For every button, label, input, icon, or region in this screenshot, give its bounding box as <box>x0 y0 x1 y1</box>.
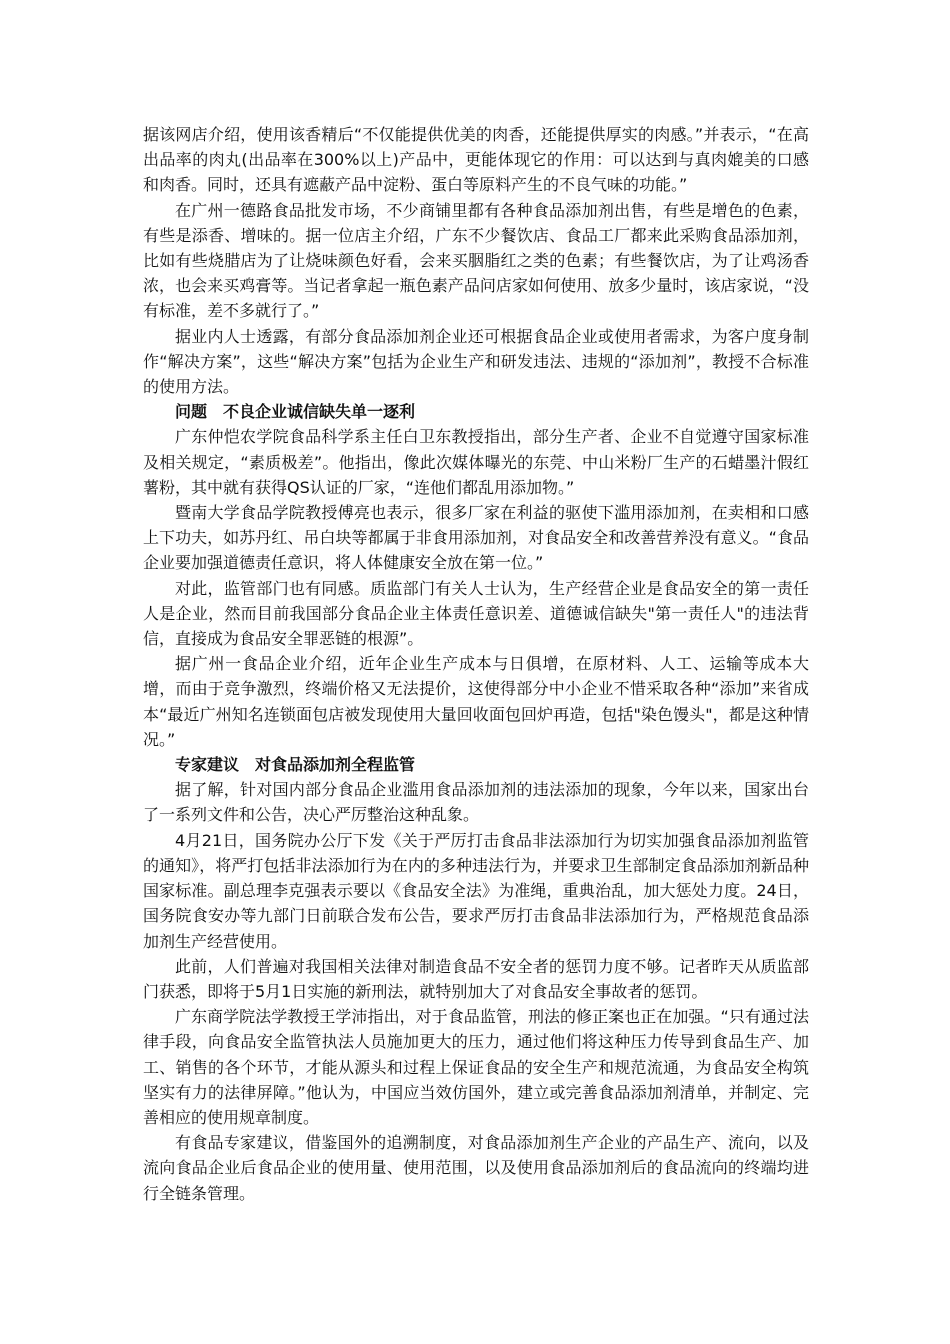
section-heading-problem: 问题 不良企业诚信缺失单一逐利 <box>175 402 416 422</box>
document-page <box>143 122 809 1206</box>
paragraph-policy: 据了解，针对国内部分食品企业滥用食品添加剂的违法添加的现象，今年以来，国家出台了一系列文件和公告，决心严厉整治这种乱象。 <box>143 780 809 825</box>
paragraph-criminal-law: 此前，人们普遍对我国相关法律对制造食品不安全者的惩罚力度不够。记者昨天从质监部门获悉，即将于5月1日实施的新刑法，就特别加大了对食品安全事故者的惩罚。 <box>143 956 809 1001</box>
paragraph-bai-weidong: 广东仲恺农学院食品科学系主任白卫东教授指出，部分生产者、企业不自觉遵守国家标准及相关规定，“素质极差”。他指出，像此次媒体曝光的东莞、中山米粉厂生产的石蜡墨汁假红薯粉，其中就有获得QS认证的厂家，“连他们都乱用添加物。” <box>143 427 809 497</box>
paragraph-food-company: 据广州一食品企业介绍，近年企业生产成本与日俱增，在原材料、人工、运输等成本大增，而由于竞争激烈，终端价格又无法提价，这使得部分中小企业不惜采取各种“添加”来省成本“最近广州知名连锁面包店被发现使用大量回收面包回炉再造，包括"染色馒头"，都是这种情况。” <box>143 654 809 749</box>
paragraph-notice: 4月21日，国务院办公厅下发《关于严厉打击食品非法添加行为切实加强食品添加剂监管的通知》，将严打包括非法添加行为在内的多种违法行为，并要求卫生部制定食品添加剂新品种国家标准。副总理李克强表示要以《食品安全法》为准绳，重典治乱，加大惩处力度。24日，国务院食安办等九部门日前联合发布公告，要求严厉打击食品非法添加行为，严格规范食品添加剂生产经营使用。 <box>143 830 809 951</box>
paragraph-market: 在广州一德路食品批发市场，不少商铺里都有各种食品添加剂出售，有些是增色的色素，有些是添香、增味的。据一位店主介绍，广东不少餐饮店、食品工厂都来此采购食品添加剂，比如有些烧腊店为了让烧味颜色好看，会来买胭脂红之类的色素；有些餐饮店，为了让鸡汤香浓，也会来买鸡膏等。当记者拿起一瓶色素产品问店家如何使用、放多少量时，该店家说，“没有标准，差不多就行了。” <box>143 200 809 321</box>
paragraph-shop-intro: 据该网店介绍，使用该香精后“不仅能提供优美的肉香，还能提供厚实的肉感。”并表示，“在高出品率的肉丸(出品率在300%以上)产品中，更能体现它的作用：可以达到与真肉媲美的口感和肉香。同时，还具有遮蔽产品中淀粉、蛋白等原料产生的不良气味的功能。” <box>143 125 809 195</box>
section-heading-expert: 专家建议 对食品添加剂全程监管 <box>175 755 416 775</box>
paragraph-regulator: 对此，监管部门也有同感。质监部门有关人士认为，生产经营企业是食品安全的第一责任人是企业，然而目前我国部分食品企业主体责任意识差、道德诚信缺失"第一责任人"的违法背信，直接成为食品安全罪恶链的根源”。 <box>143 578 809 649</box>
paragraph-insider: 据业内人士透露，有部分食品添加剂企业还可根据食品企业或使用者需求，为客户度身制作“解决方案”，这些“解决方案”包括为企业生产和研发违法、违规的“添加剂”，教授不合标准的使用方法。 <box>143 326 809 397</box>
paragraph-wang-xuepei: 广东商学院法学教授王学沛指出，对于食品监管，刑法的修正案也正在加强。“只有通过法律手段，向食品安全监管执法人员施加更大的压力，通过他们将这种压力传导到食品生产、加工、销售的各个环节，才能从源头和过程上保证食品的安全生产和规范流通，为食品安全构筑坚实有力的法律屏障。”他认为，中国应当效仿国外，建立或完善食品添加剂清单，并制定、完善相应的使用规章制度。 <box>143 1007 809 1127</box>
paragraph-fu-liang: 暨南大学食品学院教授傅亮也表示，很多厂家在利益的驱使下滥用添加剂，在卖相和口感上下功夫，如苏丹红、吊白块等都属于非食用添加剂，对食品安全和改善营养没有意义。“食品企业要加强道德责任意识，将人体健康安全放在第一位。” <box>143 503 809 573</box>
paragraph-traceability: 有食品专家建议，借鉴国外的追溯制度，对食品添加剂生产企业的产品生产、流向，以及流向食品企业后食品企业的使用量、使用范围，以及使用食品添加剂后的食品流向的终端均进行全链条管理。 <box>143 1133 809 1203</box>
